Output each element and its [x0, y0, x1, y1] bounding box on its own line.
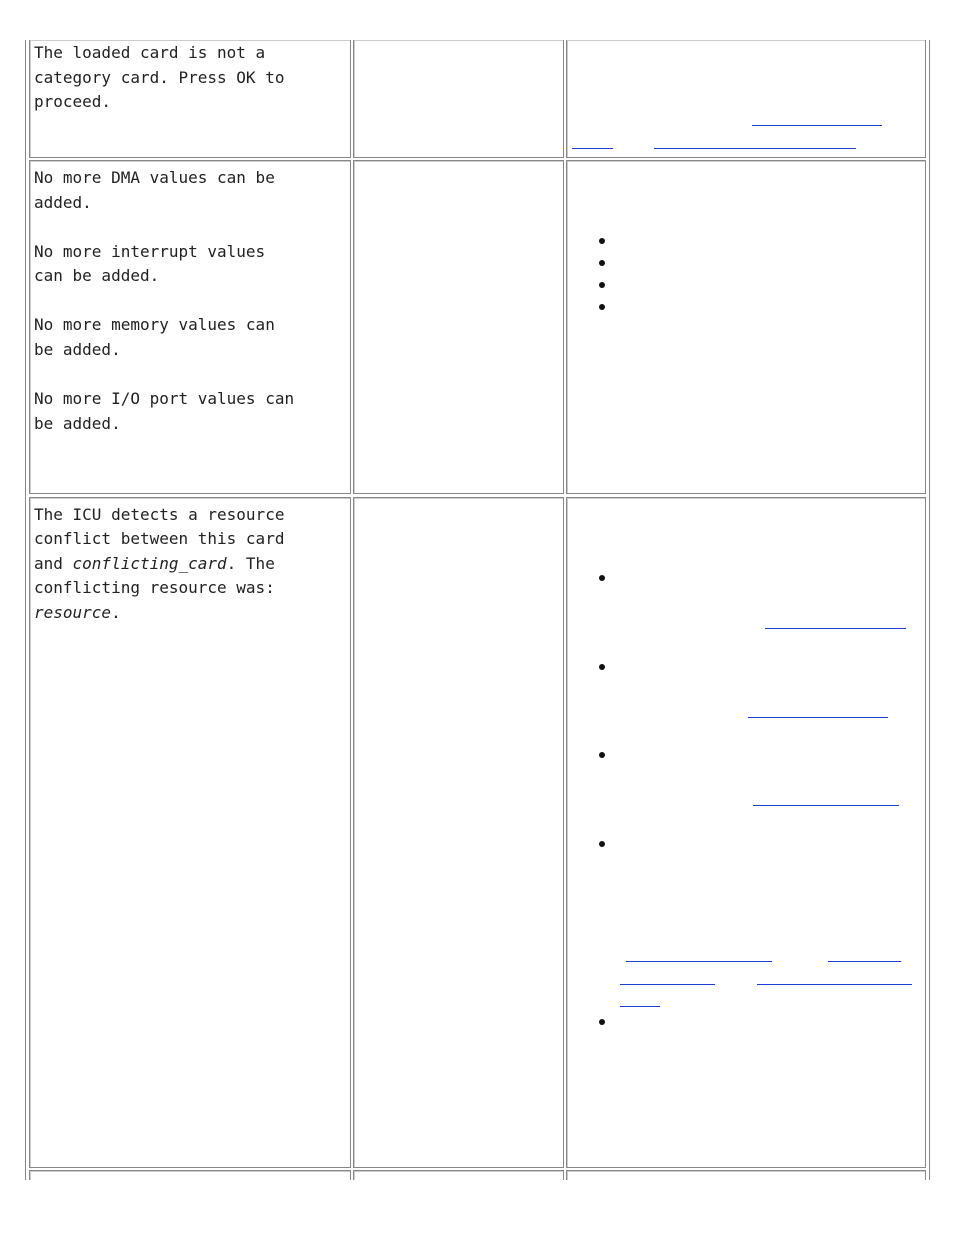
row1-link-underline-2[interactable]: [572, 148, 613, 149]
row1-message-line-3: proceed.: [34, 92, 112, 111]
row3-link-underline-6[interactable]: [620, 984, 715, 985]
row3-link-underline-3[interactable]: [753, 805, 899, 806]
row2-action-bullet-1: [599, 238, 605, 244]
row1-message-line-2: category card. Press OK to: [34, 67, 285, 87]
row3-line5-suffix: .: [111, 603, 121, 622]
row3-link-underline-4[interactable]: [626, 961, 772, 962]
row3-action-bullet-2: [599, 664, 605, 670]
row3-action-bullet-1: [599, 575, 605, 581]
row1-message-line-1: The loaded card is not a: [34, 43, 266, 62]
resource-term: resource: [34, 603, 112, 622]
row1-cause-cell: [353, 40, 564, 158]
row2-action-bullet-2: [599, 260, 605, 266]
row3-line3-prefix: and: [34, 554, 73, 573]
row4-action-cell: [566, 1170, 926, 1180]
row1-action-cell: [566, 40, 926, 158]
row2-memory-line-2: be added.: [34, 340, 121, 359]
row2-interrupt-line-2: can be added.: [34, 266, 160, 285]
row3-action-bullet-3: [599, 752, 605, 758]
row2-io-line-2: be added.: [34, 414, 121, 433]
row3-cause-cell: [353, 497, 564, 1168]
row2-dma-line-1: No more DMA values can be: [34, 168, 275, 187]
row3-message-line-2: conflict between this card: [34, 529, 285, 548]
conflicting-card-term: conflicting_card: [72, 554, 227, 573]
row3-message-line-1: The ICU detects a resource: [34, 505, 285, 524]
row2-action-bullet-3: [599, 282, 605, 288]
row2-dma-line-2: added.: [34, 192, 92, 212]
row2-io-line-1: No more I/O port values can: [34, 389, 295, 408]
row2-cause-cell: [353, 160, 564, 494]
row3-action-bullet-4: [599, 841, 605, 847]
row3-message-line-3: [34, 552, 275, 577]
row1-link-underline-3[interactable]: [654, 148, 856, 149]
row3-link-underline-5[interactable]: [828, 961, 901, 962]
row1-link-underline-1[interactable]: [752, 125, 882, 126]
row4-message-cell: [29, 1170, 351, 1180]
row3-link-underline-1[interactable]: [765, 628, 906, 629]
row3-message-line-5: [34, 601, 121, 626]
row3-link-underline-8[interactable]: [620, 1006, 660, 1007]
row2-memory-line-1: No more memory values can: [34, 315, 275, 334]
row3-line3-suffix: . The: [226, 554, 275, 573]
row4-cause-cell: [353, 1170, 564, 1180]
row2-action-bullet-4: [599, 304, 605, 310]
row3-message-line-4: conflicting resource was:: [34, 578, 275, 597]
row3-action-bullet-5: [599, 1019, 605, 1025]
row2-action-cell: [566, 160, 926, 494]
row2-interrupt-line-1: No more interrupt values: [34, 242, 266, 261]
row3-link-underline-7[interactable]: [757, 984, 912, 985]
row3-link-underline-2[interactable]: [748, 717, 888, 718]
row3-action-cell: [566, 497, 926, 1168]
